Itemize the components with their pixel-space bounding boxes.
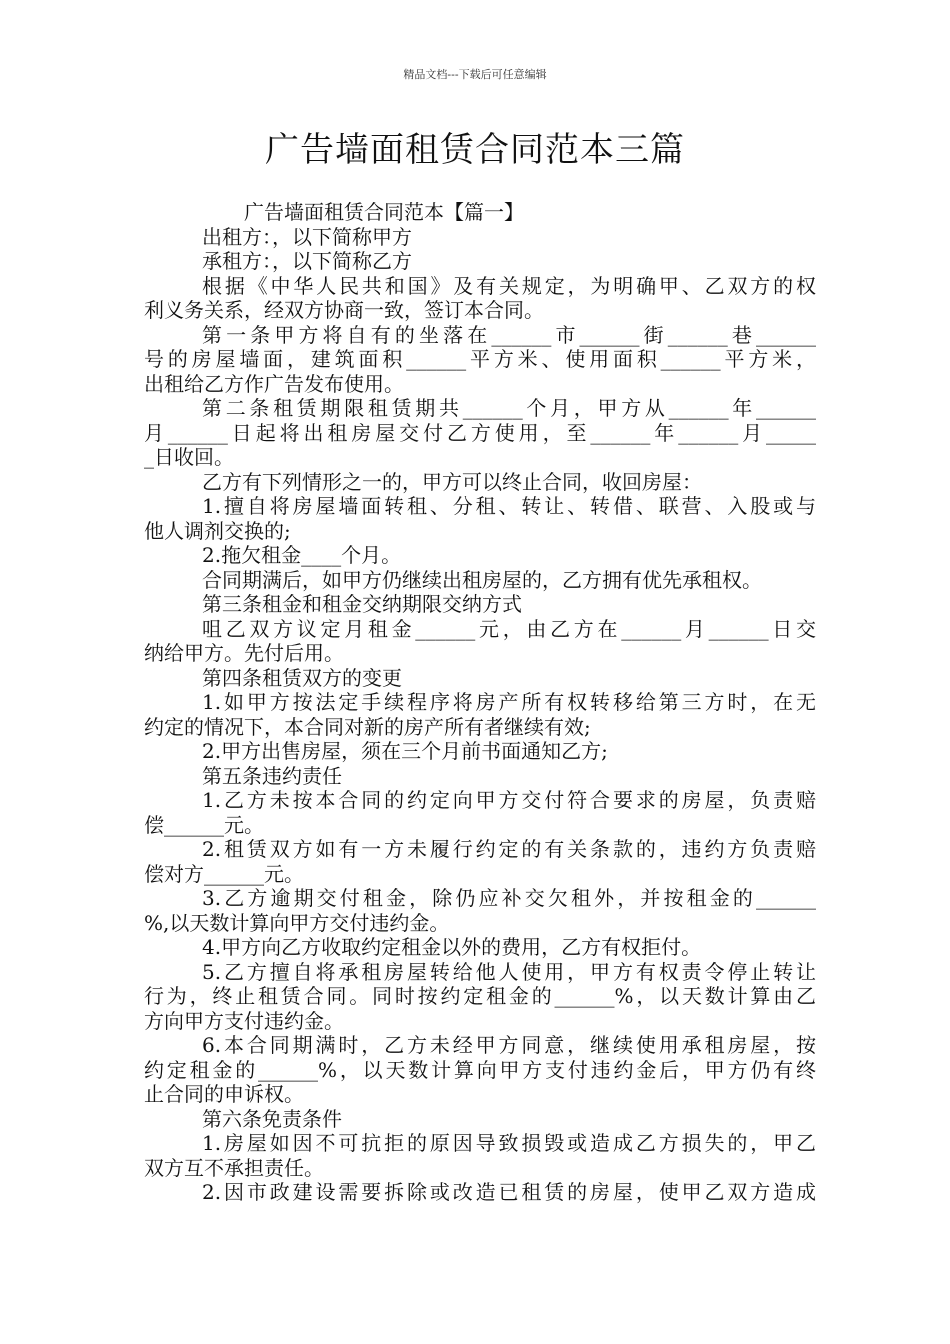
paragraph-line: 4.甲方向乙方收取约定租金以外的费用，乙方有权拒付。 [202, 935, 702, 959]
page-header: 精品文档---下载后可任意编辑 [403, 68, 547, 81]
paragraph-line: %,以天数计算向甲方交付违约金。 [144, 910, 450, 935]
paragraph-line: 纳给甲方。先付后用。 [144, 641, 344, 665]
paragraph-line: 1.擅自将房屋墙面转租、分租、转让、转借、联营、入股或与 [202, 494, 816, 518]
paragraph-line: 1.房屋如因不可抗拒的原因导致损毁或造成乙方损失的，甲乙 [202, 1131, 816, 1155]
document-body [144, 200, 816, 1205]
paragraph-line: 6.本合同期满时，乙方未经甲方同意，继续使用承租房屋，按 [202, 1033, 816, 1057]
paragraph-line: 2.拖欠租金____个月。 [202, 543, 402, 567]
paragraph-line: 约定租金的______%，以天数计算向甲方支付违约金后，甲方仍有终 [144, 1057, 816, 1082]
paragraph-line: 第五条违约责任 [202, 763, 342, 788]
paragraph-line: 第四条租赁双方的变更 [202, 665, 402, 690]
paragraph-line: 号的房屋墙面，建筑面积______平方米、使用面积______平方米， [144, 347, 816, 371]
paragraph-line: 他人调剂交换的; [144, 518, 291, 543]
paragraph-line: 止合同的申诉权。 [144, 1082, 304, 1106]
paragraph-line: 出租给乙方作广告发布使用。 [144, 371, 404, 396]
paragraph-line: 双方互不承担责任。 [144, 1155, 324, 1180]
paragraph-line: 根据《中华人民共和国》及有关规定，为明确甲、乙双方的权 [202, 273, 816, 298]
paragraph-line: 第一条甲方将自有的坐落在______市______街______巷______ [202, 322, 816, 347]
paragraph-line: 乙方有下列情形之一的，甲方可以终止合同，收回房屋： [202, 469, 702, 494]
paragraph-line: 2.租赁双方如有一方未履行约定的有关条款的，违约方负责赔 [202, 837, 816, 861]
document-title: 广告墙面租赁合同范本三篇 [265, 130, 685, 170]
paragraph-line: 广告墙面租赁合同范本【篇一】 [244, 200, 524, 224]
paragraph-line: 第六条免责条件 [202, 1106, 342, 1131]
paragraph-line: 偿对方______元。 [144, 861, 304, 886]
paragraph-line: 利义务关系，经双方协商一致，签订本合同。 [144, 298, 544, 322]
paragraph-line: 承租方：，以下简称乙方 [202, 249, 412, 273]
paragraph-line: 出租方：，以下简称甲方 [202, 224, 412, 249]
paragraph-line: 月______日起将出租房屋交付乙方使用，至______年______月_____ [144, 420, 816, 445]
paragraph-line: 咀乙双方议定月租金______元，由乙方在______月______日交 [202, 616, 816, 641]
paragraph-line: 行为，终止租赁合同。同时按约定租金的______%，以天数计算由乙 [144, 984, 816, 1008]
paragraph-line: 偿______元。 [144, 812, 264, 837]
paragraph-line: _日收回。 [144, 445, 234, 469]
paragraph-line: 5.乙方擅自将承租房屋转给他人使用，甲方有权责令停止转让 [202, 959, 816, 984]
paragraph-line: 约定的情况下，本合同对新的房产所有者继续有效; [144, 714, 591, 739]
paragraph-line: 方向甲方支付违约金。 [144, 1008, 344, 1033]
paragraph-line: 1.乙方未按本合同的约定向甲方交付符合要求的房屋，负责赔 [202, 788, 816, 812]
paragraph-line: 合同期满后，如甲方仍继续出租房屋的，乙方拥有优先承租权。 [202, 567, 762, 592]
paragraph-line: 第三条租金和租金交纳期限交纳方式 [202, 592, 522, 616]
paragraph-line: 第二条租赁期限租赁期共______个月，甲方从______年______ [202, 396, 816, 420]
paragraph-line: 2.因市政建设需要拆除或改造已租赁的房屋，使甲乙双方造成 [202, 1180, 816, 1204]
paragraph-line: 3.乙方逾期交付租金，除仍应补交欠租外，并按租金的______ [202, 886, 816, 910]
paragraph-line: 2.甲方出售房屋，须在三个月前书面通知乙方; [202, 739, 608, 763]
paragraph-line: 1.如甲方按法定手续程序将房产所有权转移给第三方时，在无 [202, 690, 816, 714]
